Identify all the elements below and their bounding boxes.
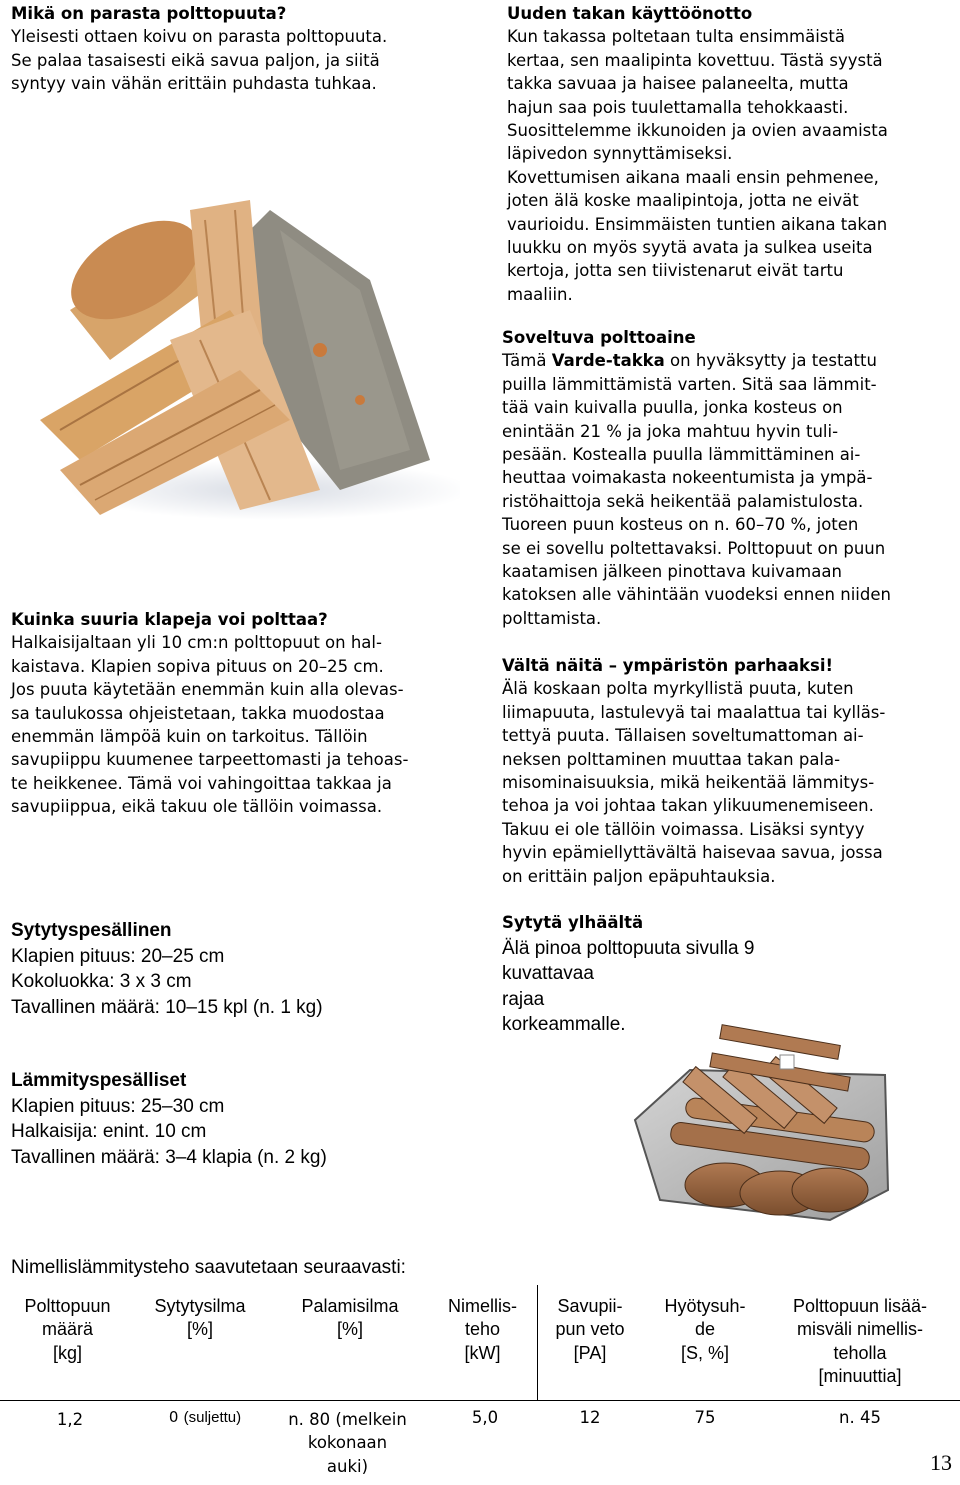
avoid-line: liimapuuta, lastulevyä tai maalattua tai kylläs- <box>502 702 886 722</box>
suitable-fuel-line: Tämä Varde-takka on hyväksytty ja testattu <box>502 351 877 371</box>
table-vertical-divider <box>537 1285 538 1400</box>
light-from-top-line: kuvattavaa <box>502 963 594 984</box>
firewood-best-line: syntyy vain vähän erittäin puhdasta tuhkaa. <box>11 74 377 94</box>
firewood-best-section <box>11 2 481 96</box>
table-header-refuel-interval: Polttopuun lisää- misväli nimellis- teholla [minuuttia] <box>792 1296 928 1387</box>
heating-heading: Lämmityspesälliset <box>11 1070 187 1091</box>
log-stack-illustration <box>630 1015 895 1225</box>
light-from-top-line: Älä pinoa polttopuuta sivulla 9 <box>502 937 755 959</box>
log-size-line: sa taulukossa ohjeistetaan, takka muodostaa <box>11 703 385 723</box>
first-use-line: takka savuaa ja haisee palaneelta, mutta <box>507 74 849 94</box>
log-size-line: enemmän lämpöä kuin on tarkoitus. Tällöin <box>11 727 368 747</box>
avoid-heading: Vältä näitä – ympäristön parhaaksi! <box>502 656 834 675</box>
table-header-chimney-draught: Savupii- pun veto [PA] <box>555 1296 625 1363</box>
avoid-line: on erittäin paljon epäpuhtauksia. <box>502 866 776 886</box>
first-use-section <box>507 2 957 306</box>
table-cell-nominal-output: 5,0 <box>471 1408 499 1427</box>
first-use-heading: Uuden takan käyttöönotto <box>507 4 753 23</box>
log-size-line: savupiippua, eikä takuu ole tällöin voimassa. <box>11 797 383 817</box>
first-use-line: läpivedon synnyttämiseksi. <box>507 144 733 164</box>
table-cell-combustion-air: n. 80 (melkein kokonaan auki) <box>288 1410 407 1476</box>
log-size-line: kaistava. Klapien sopiva pituus on 20–25 cm. <box>11 656 384 676</box>
table-cell-refuel-interval: n. 45 <box>839 1408 881 1427</box>
bottom-log-layer <box>685 1163 868 1215</box>
first-use-line: hajun saa pois tuulettamalla tehokkaasti. <box>507 97 849 117</box>
light-from-top-line: korkeammalle. <box>502 1014 626 1035</box>
suitable-fuel-line: ristöhaittoja sekä heikentää palamistulosta. <box>502 491 864 511</box>
avoid-line: tettyä puuta. Tällaisen soveltumattoman ai- <box>502 726 864 746</box>
avoid-line: Takuu ei ole tällöin voimassa. Lisäksi syntyy <box>502 819 865 839</box>
table-header-amount: Polttopuun määrä [kg] <box>24 1296 111 1363</box>
heating-line: Tavallinen määrä: 3–4 klapia (n. 2 kg) <box>11 1146 327 1168</box>
avoid-line: hyvin epämiellyttävältä haisevaa savua, jossa <box>502 843 883 863</box>
table-header-nominal-output: Nimellis- teho [kW] <box>448 1296 517 1363</box>
first-use-line: Suosittelemme ikkunoiden ja ovien avaamista <box>507 121 888 141</box>
log-size-line: savupiippu kuumenee tarpeettomasti ja tehoas- <box>11 750 409 770</box>
first-use-line: kertoja, jotta sen tiivistenarut eivät tartu <box>507 261 844 281</box>
suitable-fuel-line: puilla lämmittämistä varten. Sitä saa lämmit- <box>502 374 877 394</box>
table-caption: Nimellislämmitysteho saavutetaan seuraavasti: <box>11 1257 406 1278</box>
suitable-fuel-line: heuttaa voimakasta nokeentumista ja ympä- <box>502 468 873 488</box>
table-cell-chimney-draught: 12 <box>579 1408 601 1427</box>
product-name: Varde-takka <box>551 351 665 371</box>
first-use-line: maaliin. <box>507 284 573 304</box>
kindling-line: Klapien pituus: 20–25 cm <box>11 945 225 967</box>
suitable-fuel-line: tää vain kuivalla puulla, jonka kosteus on <box>502 398 843 418</box>
avoid-section <box>502 654 957 888</box>
log-size-line: Halkaisijaltaan yli 10 cm:n polttopuut on hal- <box>11 633 382 653</box>
heating-line: Halkaisija: enint. 10 cm <box>11 1121 207 1142</box>
suitable-fuel-line: kaatamisen jälkeen pinottava kuivamaan <box>502 562 842 582</box>
table-cell-efficiency: 75 <box>694 1408 716 1427</box>
suitable-fuel-heading: Soveltuva polttoaine <box>502 328 696 347</box>
log-size-heading: Kuinka suuria klapeja voi polttaa? <box>11 610 328 629</box>
table-header-combustion-air: Palamisilma [%] <box>301 1296 399 1340</box>
avoid-line: tehoa ja voi johtaa takan ylikuumenemiseen. <box>502 796 874 816</box>
first-use-line: vaurioidu. Ensimmäisten tuntien aikana takan <box>507 214 888 234</box>
suitable-fuel-line: katoksen alle vähintään vuodeksi ennen niiden <box>502 585 891 605</box>
avoid-line: misominaisuuksia, mikä heikentää lämmitys- <box>502 773 875 793</box>
suitable-fuel-line: polttamista. <box>502 608 602 628</box>
table-cell-amount: 1,2 <box>56 1410 84 1429</box>
suitable-fuel-line: enintään 21 % ja joka mahtuu hyvin tuli- <box>502 421 839 441</box>
first-use-line: Kovettumisen aikana maali ensin pehmenee, <box>507 167 879 187</box>
first-use-line: kertaa, sen maalipinta kovettuu. Tästä syystä <box>507 50 883 70</box>
heating-line: Klapien pituus: 25–30 cm <box>11 1095 225 1117</box>
light-from-top-heading: Sytytä ylhäältä <box>502 913 644 932</box>
heating-section <box>11 1068 481 1170</box>
first-use-line: joten älä koske maalipintoja, jotta ne eivät <box>507 191 859 211</box>
table-header-efficiency: Hyötysuh- de [S, %] <box>664 1296 746 1363</box>
kindling-heading: Sytytyspesällinen <box>11 920 172 941</box>
firewood-best-line: Se palaa tasaisesti eikä savua paljon, ja siitä <box>11 50 380 70</box>
first-use-line: Kun takassa poltetaan tulta ensimmäistä <box>507 27 845 47</box>
suitable-fuel-line: Tuoreen puun kosteus on n. 60–70 %, joten <box>502 515 859 535</box>
avoid-line: neksen polttaminen muuttaa takan pala- <box>502 749 841 769</box>
suitable-fuel-line: se ei sovellu poltettavaksi. Polttopuut on puun <box>502 538 886 558</box>
page-number: 13 <box>930 1450 952 1475</box>
log-size-line: Jos puuta käytetään enemmän kuin alla olevas- <box>11 680 404 700</box>
first-use-line: luukku on myös syytä avata ja sulkea useita <box>507 238 873 258</box>
suitable-fuel-section <box>502 326 957 630</box>
firewood-best-line: Yleisesti ottaen koivu on parasta polttopuuta. <box>11 27 388 47</box>
table-header-ignition-air: Sytytysilma [%] <box>154 1296 246 1340</box>
light-from-top-line: rajaa <box>502 988 545 1010</box>
avoid-line: Älä koskaan polta myrkyllistä puuta, kuten <box>502 679 854 699</box>
firewood-best-heading: Mikä on parasta polttopuuta? <box>11 4 287 23</box>
log-size-line: te heikkenee. Tämä voi vahingoittaa takkaa ja <box>11 773 392 793</box>
log-size-section <box>11 608 481 819</box>
table-horizontal-divider <box>0 1400 960 1401</box>
kindling-section <box>11 918 481 1020</box>
kindling-line: Tavallinen määrä: 10–15 kpl (n. 1 kg) <box>11 996 323 1018</box>
kindling-line: Kokoluokka: 3 x 3 cm <box>11 971 192 992</box>
firewood-stack-image <box>40 190 460 530</box>
table-cell-ignition-air: 0 (suljettu) <box>168 1408 242 1426</box>
suitable-fuel-line: pesään. Kostealla puulla lämmittäminen ai- <box>502 445 861 465</box>
